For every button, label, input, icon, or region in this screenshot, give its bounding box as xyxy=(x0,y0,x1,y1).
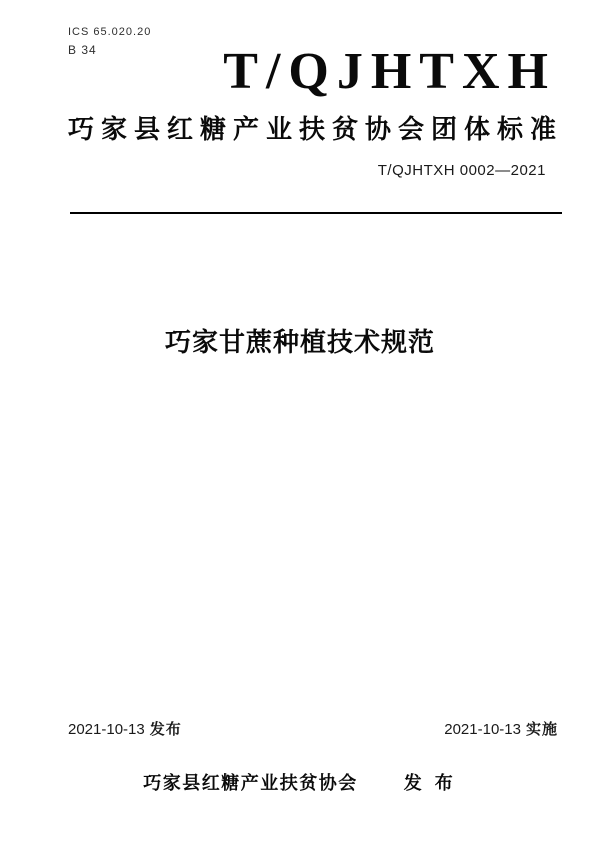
implementation-date-group xyxy=(444,718,558,739)
standard-code-logo: T/QJHTXH xyxy=(223,43,556,100)
standard-number: T/QJHTXH 0002—2021 xyxy=(377,162,546,179)
ics-code: ICS 65.020.20 xyxy=(68,26,152,38)
issue-date-group xyxy=(68,718,182,739)
issue-label: 发布 xyxy=(149,721,182,738)
document-title: 巧家甘蔗种植技术规范 xyxy=(164,327,435,357)
association-title: 巧家县红糖产业扶贫协会团体标准 xyxy=(68,114,564,144)
dates-row xyxy=(68,718,558,739)
header-divider-rule xyxy=(70,212,562,214)
implementation-date: 2021-10-13 xyxy=(444,721,521,738)
classification-code: B 34 xyxy=(68,43,97,57)
issue-date: 2021-10-13 xyxy=(68,721,145,738)
implementation-label: 实施 xyxy=(525,721,558,738)
publisher-footer xyxy=(0,769,600,795)
publisher-name: 巧家县红糖产业扶贫协会 xyxy=(143,773,358,793)
publish-action-label: 发 布 xyxy=(403,773,457,793)
